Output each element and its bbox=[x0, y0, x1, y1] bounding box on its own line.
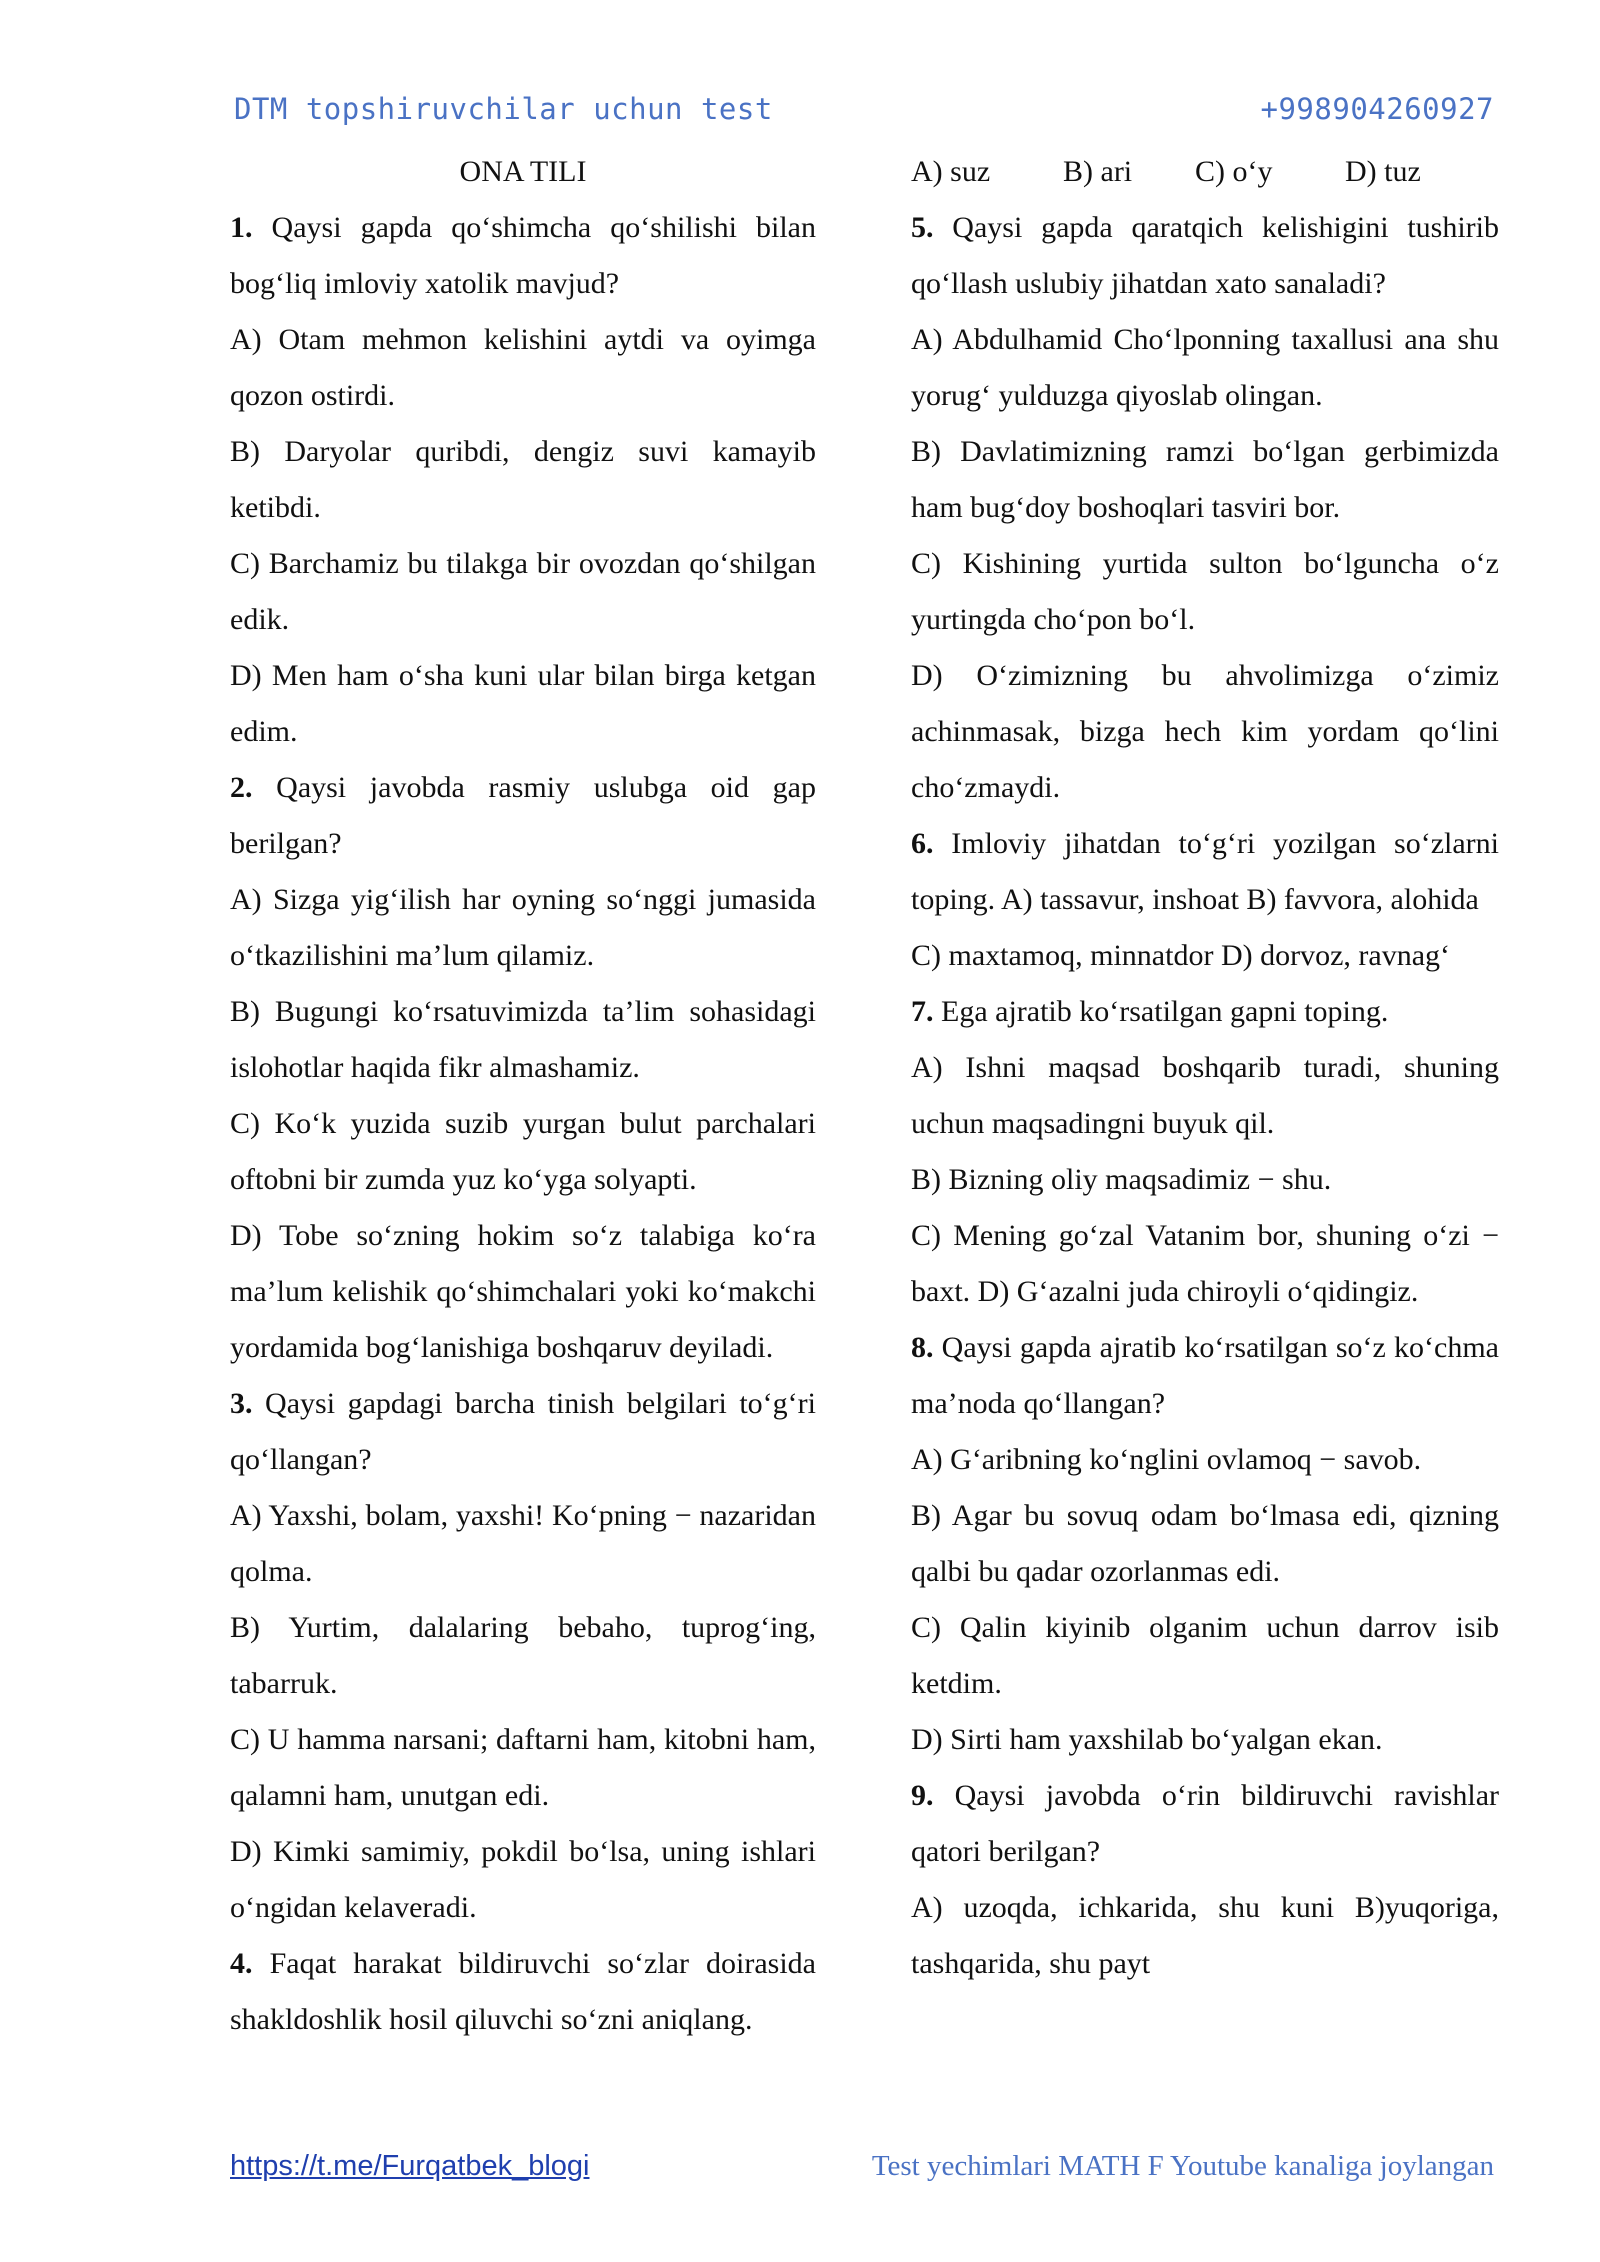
question-body: Qaysi gapda ajratib ko‘rsatilgan so‘z ko‘chma ma’noda qo‘llangan? bbox=[911, 1331, 1499, 1420]
answer-option: C) Ko‘k yuzida suzib yurgan bulut parchalari oftobni bir zumda yuz ko‘yga solyapti. bbox=[230, 1107, 816, 1196]
answer-option: A) Abdulhamid Cho‘lponning taxallusi ana shu yorug‘ yulduzga qiyoslab olingan. bbox=[911, 323, 1499, 412]
question-body: Qaysi javobda o‘rin bildiruvchi ravishlar qatori berilgan? bbox=[911, 1779, 1499, 1868]
question-text bbox=[230, 200, 816, 312]
question-number: 4. bbox=[230, 1947, 253, 1980]
q4-option-c: C) o‘y bbox=[1195, 155, 1273, 188]
question-text bbox=[230, 1376, 816, 1488]
question-text bbox=[911, 816, 1499, 928]
header-left: DTM topshiruvchilar uchun test bbox=[234, 92, 773, 126]
right-column bbox=[911, 144, 1499, 1992]
header-phone: +998904260927 bbox=[1260, 92, 1494, 126]
question-number: 9. bbox=[911, 1779, 934, 1812]
section-title: ONA TILI bbox=[459, 155, 587, 188]
q4-option-b: B) ari bbox=[1063, 155, 1133, 188]
question-text bbox=[911, 1320, 1499, 1432]
question-body: Qaysi javobda rasmiy uslubga oid gap berilgan? bbox=[230, 771, 816, 860]
question-body: Qaysi gapda qaratqich kelishigini tushirib qo‘llash uslubiy jihatdan xato sanaladi? bbox=[911, 211, 1499, 300]
answer-option: B) Bugungi ko‘rsatuvimizda ta’lim sohasidagi islohotlar haqida fikr almashamiz. bbox=[230, 995, 816, 1084]
question-body: Qaysi gapda qo‘shimcha qo‘shilishi bilan bog‘liq imloviy xatolik mavjud? bbox=[230, 211, 816, 300]
question-text bbox=[230, 760, 816, 872]
q4-option-a: A) suz bbox=[911, 155, 991, 188]
answer-option: B) Bizning oliy maqsadimiz − shu. bbox=[911, 1163, 1332, 1196]
question-text bbox=[911, 200, 1499, 312]
question-number: 5. bbox=[911, 211, 934, 244]
right-questions bbox=[911, 200, 1499, 1992]
q4-options bbox=[911, 144, 1499, 200]
footer-note: Test yechimlari MATH F Youtube kanaliga joylangan bbox=[871, 2150, 1494, 2182]
answer-option: D) Tobe so‘zning hokim so‘z talabiga ko‘ra ma’lum kelishik qo‘shimchalari yoki ko‘makchi yordamida bog‘lanishiga boshqaruv deyiladi. bbox=[230, 1219, 816, 1364]
answer-option: C) Qalin kiyinib olganim uchun darrov isib ketdim. bbox=[911, 1611, 1499, 1700]
answer-option: C) Mening go‘zal Vatanim bor, shuning o‘zi − baxt. D) G‘azalni juda chiroyli o‘qidingiz. bbox=[911, 1219, 1499, 1308]
question-body: Imloviy jihatdan to‘g‘ri yozilgan so‘zlarni toping. A) tassavur, inshoat B) favvora, alohida bbox=[911, 827, 1499, 916]
answer-option: B) Davlatimizning ramzi bo‘lgan gerbimizda ham bug‘doy boshoqlari tasviri bor. bbox=[911, 435, 1499, 524]
answer-option: A) Otam mehmon kelishini aytdi va oyimga qozon ostirdi. bbox=[230, 323, 816, 412]
answer-option: D) Kimki samimiy, pokdil bo‘lsa, uning ishlari o‘ngidan kelaveradi. bbox=[230, 1835, 816, 1924]
answer-option: A) Sizga yig‘ilish har oyning so‘nggi jumasida o‘tkazilishini ma’lum qilamiz. bbox=[230, 883, 816, 972]
answer-option: B) Yurtim, dalalaring bebaho, tuprog‘ing, tabarruk. bbox=[230, 1611, 816, 1700]
question-number: 8. bbox=[911, 1331, 934, 1364]
answer-option: A) uzoqda, ichkarida, shu kuni B)yuqoriga, tashqarida, shu payt bbox=[911, 1891, 1499, 1980]
answer-option: A) G‘aribning ko‘nglini ovlamoq − savob. bbox=[911, 1443, 1422, 1476]
left-questions bbox=[230, 200, 816, 2048]
question-number: 3. bbox=[230, 1387, 253, 1420]
answer-option: C) Barchamiz bu tilakga bir ovozdan qo‘shilgan edik. bbox=[230, 547, 816, 636]
question-text bbox=[911, 984, 1499, 1040]
question-text bbox=[230, 1936, 816, 2048]
answer-option: D) O‘zimizning bu ahvolimizga o‘zimiz achinmasak, bizga hech kim yordam qo‘lini cho‘zmaydi. bbox=[911, 659, 1499, 804]
answer-option: D) Sirti ham yaxshilab bo‘yalgan ekan. bbox=[911, 1723, 1383, 1756]
answer-option: A) Yaxshi, bolam, yaxshi! Ko‘pning − nazaridan qolma. bbox=[230, 1499, 816, 1588]
answer-option: A) Ishni maqsad boshqarib turadi, shuning uchun maqsadingni buyuk qil. bbox=[911, 1051, 1499, 1140]
question-number: 1. bbox=[230, 211, 253, 244]
answer-option: C) Kishining yurtida sulton bo‘lguncha o‘z yurtingda cho‘pon bo‘l. bbox=[911, 547, 1499, 636]
question-body: Faqat harakat bildiruvchi so‘zlar doirasida shakldoshlik hosil qiluvchi so‘zni aniqlang. bbox=[230, 1947, 816, 2036]
question-number: 2. bbox=[230, 771, 253, 804]
question-number: 6. bbox=[911, 827, 934, 860]
answer-option: B) Agar bu sovuq odam bo‘lmasa edi, qizning qalbi bu qadar ozorlanmas edi. bbox=[911, 1499, 1499, 1588]
answer-option: C) U hamma narsani; daftarni ham, kitobni ham, qalamni ham, unutgan edi. bbox=[230, 1723, 816, 1812]
question-number: 7. bbox=[911, 995, 934, 1028]
question-body: Qaysi gapdagi barcha tinish belgilari to‘g‘ri qo‘llangan? bbox=[230, 1387, 816, 1476]
question-text bbox=[911, 1768, 1499, 1880]
q4-option-d: D) tuz bbox=[1345, 155, 1421, 188]
answer-option: B) Daryolar quribdi, dengiz suvi kamayib ketibdi. bbox=[230, 435, 816, 524]
question-body: Ega ajratib ko‘rsatilgan gapni toping. bbox=[933, 995, 1389, 1028]
answer-option: D) Men ham o‘sha kuni ular bilan birga ketgan edim. bbox=[230, 659, 816, 748]
answer-option: C) maxtamoq, minnatdor D) dorvoz, ravnag‘ bbox=[911, 939, 1451, 972]
left-column bbox=[230, 144, 816, 2048]
telegram-link[interactable]: https://t.me/Furqatbek_blogi bbox=[230, 2150, 590, 2182]
